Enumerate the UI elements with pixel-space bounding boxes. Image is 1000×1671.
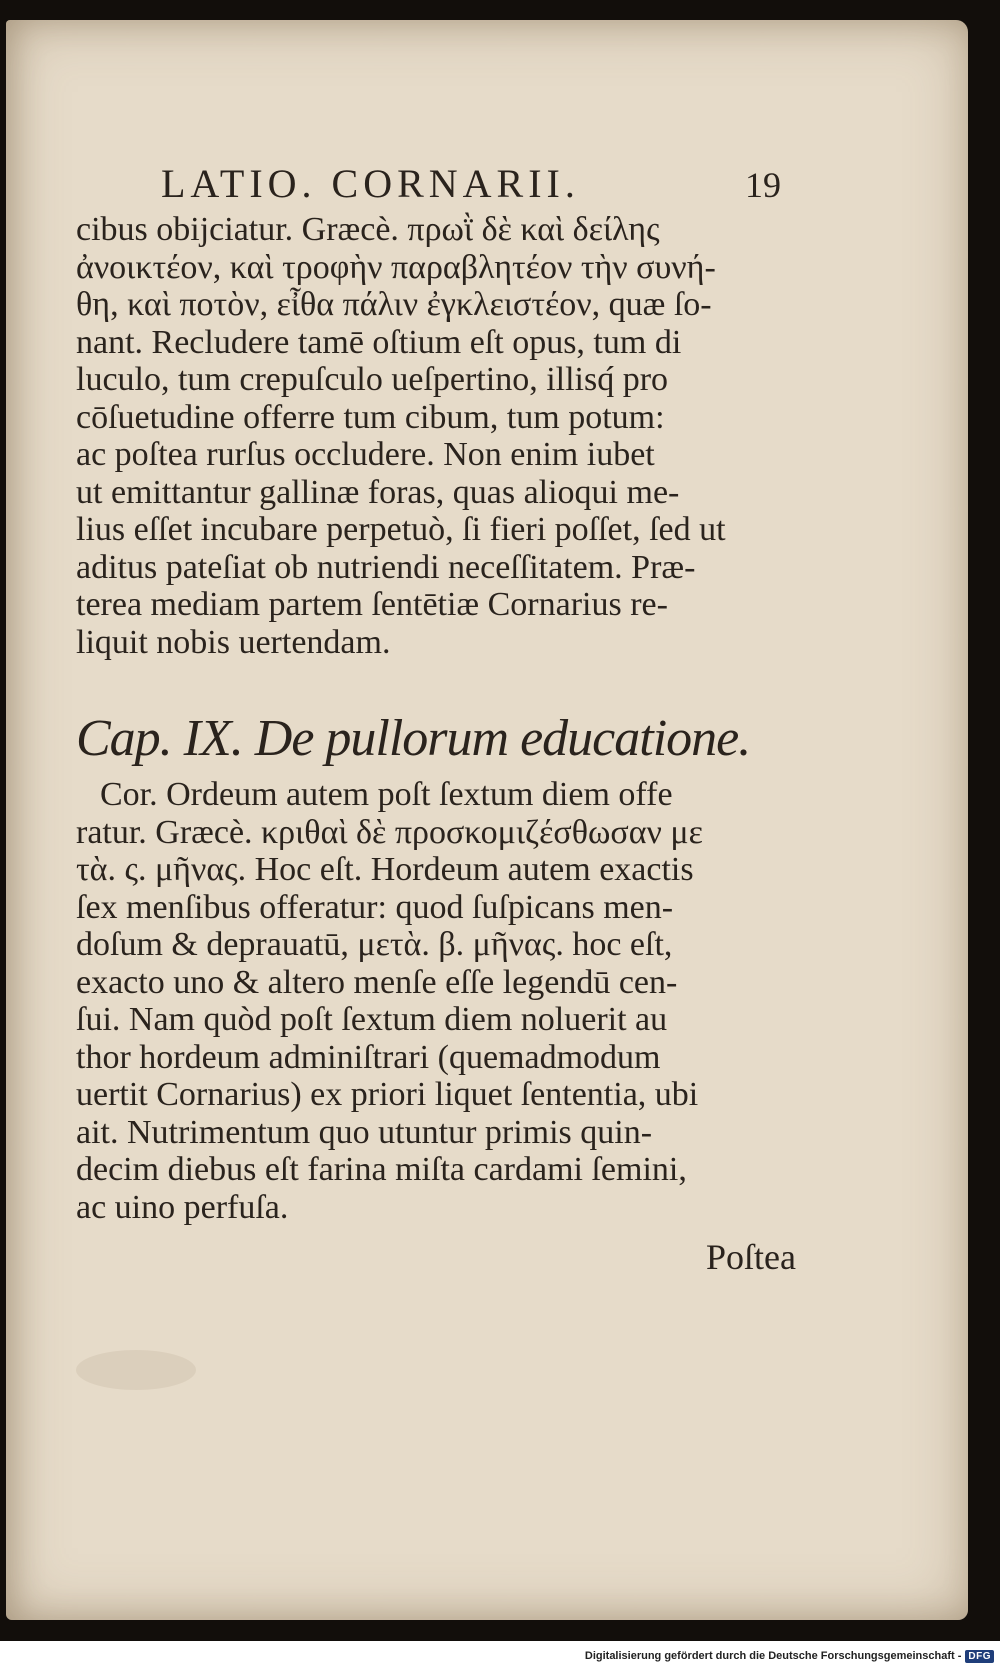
text-line: ait. Nutrimentum quo utuntur primis quin- xyxy=(76,1113,653,1151)
text-line: thor hordeum adminiſtrari (quemadmodum xyxy=(76,1038,661,1076)
text-line: cibus obijciatur. Græcè. πρωῒ δὲ καὶ δείλης xyxy=(76,211,660,248)
book-page xyxy=(6,20,968,1620)
text-line: liquit nobis uertendam. xyxy=(76,623,391,661)
text-line: exacto uno & altero menſe eſſe legendū cen- xyxy=(76,963,678,1001)
text-line: terea mediam partem ſentētiæ Cornarius re- xyxy=(76,586,668,623)
text-line: ſui. Nam quòd poſt ſextum diem noluerit au xyxy=(76,1001,668,1038)
text-line: Cor. Ordeum autem poſt ſextum diem offe xyxy=(100,776,673,813)
page-number: 19 xyxy=(745,165,781,205)
text-line: θη, καὶ ποτὸν, εἶθα πάλιν ἐγκλειστέον, quæ ſo- xyxy=(76,286,712,323)
chapter-heading: Cap. IX. De pullorum educatione. xyxy=(76,710,751,767)
text-line: aditus pateſiat ob nutriendi neceſſitatem. Præ- xyxy=(76,548,696,586)
text-line: doſum & deprauatū, μετὰ. β. μῆνας. hoc eſt, xyxy=(76,926,673,963)
running-title: LATIO. CORNARII. xyxy=(161,161,580,206)
page-header xyxy=(161,160,796,207)
text-line: τὰ. ς. μῆνας. Hoc eſt. Hordeum autem exactis xyxy=(76,851,694,888)
digitization-credit-bar xyxy=(0,1641,1000,1671)
dfg-credit-text: Digitalisierung gefördert durch die Deutsche Forschungsgemeinschaft - xyxy=(584,1650,962,1662)
text-line: decim diebus eſt farina miſta cardami ſemini, xyxy=(76,1151,687,1188)
catchword: Poſtea xyxy=(706,1237,796,1277)
page-text xyxy=(76,160,796,1278)
text-line: nant. Recludere tamē oſtium eſt opus, tum di xyxy=(76,323,682,361)
text-line: lius eſſet incubare perpetuò, ſi fieri poſſet, ſed ut xyxy=(76,511,726,548)
text-line: ac uino perfuſa. xyxy=(76,1188,289,1226)
text-line: cōſuetudine offerre tum cibum, tum potum: xyxy=(76,398,665,436)
text-line: ratur. Græcè. κριθαὶ δὲ προσκομιζέσθωσαν με xyxy=(76,813,703,851)
text-line: uertit Cornarius) ex priori liquet ſententia, ubi xyxy=(76,1076,699,1113)
paragraph-2 xyxy=(76,776,796,1226)
text-line: ἀνοικτέον, καὶ τροφὴν παραβλητέον τὴν συνή- xyxy=(76,248,716,286)
text-line: ut emittantur gallinæ foras, quas alioqui me- xyxy=(76,473,680,511)
dfg-logo: DFG xyxy=(965,1650,994,1663)
text-line: luculo, tum crepuſculo ueſpertino, illisq́ pro xyxy=(76,361,669,398)
paragraph-1 xyxy=(76,211,796,661)
text-line: ac poſtea rurſus occludere. Non enim iubet xyxy=(76,436,655,473)
text-line: ſex menſibus offeratur: quod ſuſpicans men- xyxy=(76,888,674,926)
